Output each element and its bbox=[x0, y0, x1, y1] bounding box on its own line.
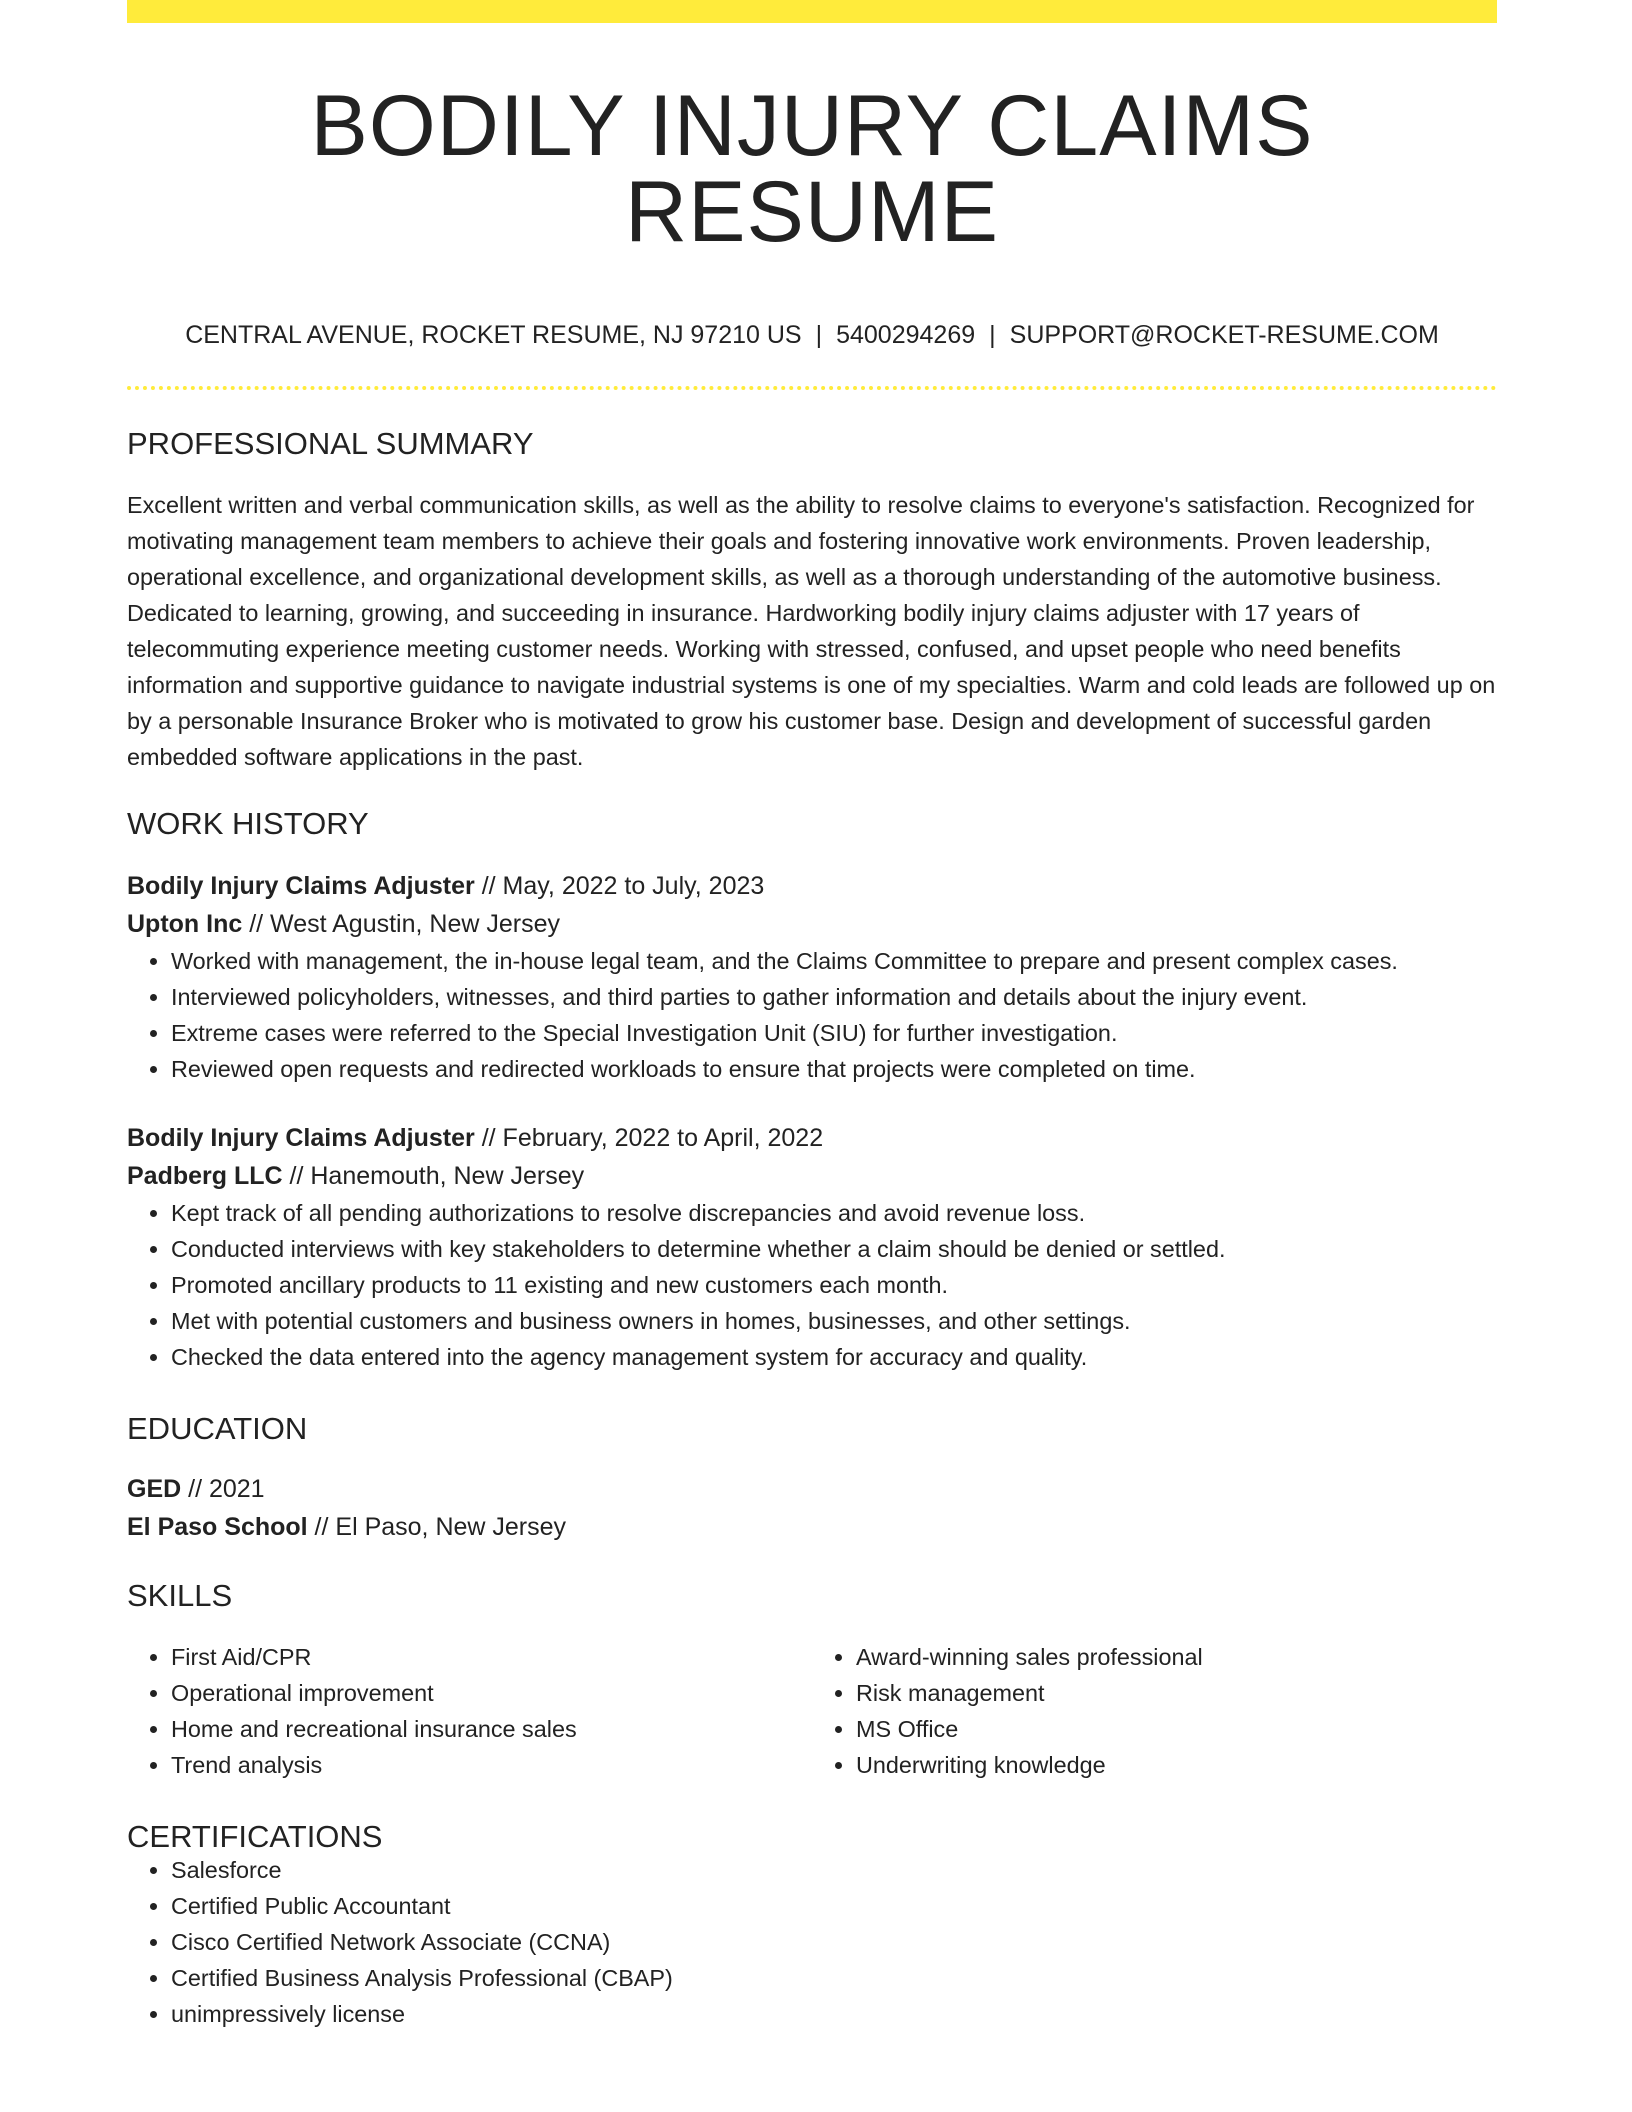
job-bullet: • Worked with management, the in-house legal team, and the Claims Committee to prepare and present complex cases. bbox=[171, 943, 1497, 979]
skill-item: • Risk management bbox=[856, 1675, 1497, 1711]
job-bullet: • Promoted ancillary products to 11 existing and new customers each month. bbox=[171, 1267, 1497, 1303]
job-bullet: • Checked the data entered into the agency management system for accuracy and quality. bbox=[171, 1339, 1497, 1375]
job-bullet: • Met with potential customers and business owners in homes, businesses, and other settings. bbox=[171, 1303, 1497, 1339]
job-title-line bbox=[127, 867, 1497, 905]
job-location: // West Agustin, New Jersey bbox=[242, 910, 560, 938]
certifications-heading: CERTIFICATIONS bbox=[127, 1819, 383, 1854]
certification-item: • Cisco Certified Network Associate (CCNA) bbox=[171, 1924, 1497, 1960]
education-year: // 2021 bbox=[181, 1475, 265, 1503]
job-bullet: • Interviewed policyholders, witnesses, and third parties to gather information and details about the injury event. bbox=[171, 979, 1497, 1015]
skill-item: • MS Office bbox=[856, 1711, 1497, 1747]
job-bullet: • Reviewed open requests and redirected workloads to ensure that projects were completed on time. bbox=[171, 1051, 1497, 1087]
education-school-line bbox=[127, 1508, 1497, 1546]
resume-page bbox=[127, 0, 1497, 2032]
job-dates: // May, 2022 to July, 2023 bbox=[474, 872, 765, 900]
skills-list-right bbox=[812, 1639, 1497, 1783]
education-degree: GED bbox=[127, 1475, 182, 1503]
job-title-line bbox=[127, 1119, 1497, 1157]
skill-item: • Award-winning sales professional bbox=[856, 1639, 1497, 1675]
job-bullet: • Conducted interviews with key stakeholders to determine whether a claim should be denied or settled. bbox=[171, 1231, 1497, 1267]
skills-list-left bbox=[127, 1639, 812, 1783]
certification-item: • Certified Business Analysis Professional (CBAP) bbox=[171, 1960, 1497, 1996]
skill-item: • First Aid/CPR bbox=[171, 1639, 812, 1675]
job-bullets bbox=[127, 1195, 1497, 1375]
job-entry bbox=[127, 1119, 1497, 1375]
skill-item: • Operational improvement bbox=[171, 1675, 812, 1711]
job-title: Bodily Injury Claims Adjuster bbox=[127, 872, 475, 900]
education-entry bbox=[127, 1470, 1497, 1546]
education-location: // El Paso, New Jersey bbox=[307, 1513, 567, 1541]
job-bullet: • Extreme cases were referred to the Special Investigation Unit (SIU) for further investigation. bbox=[171, 1015, 1497, 1051]
skill-item: • Underwriting knowledge bbox=[856, 1747, 1497, 1783]
resume-title: BODILY INJURY CLAIMS RESUME bbox=[310, 78, 1314, 260]
job-bullets bbox=[127, 943, 1497, 1087]
accent-top-bar bbox=[127, 0, 1497, 23]
job-bullet: • Kept track of all pending authorizations to resolve discrepancies and avoid revenue loss. bbox=[171, 1195, 1497, 1231]
contact-address: CENTRAL AVENUE, ROCKET RESUME, NJ 97210 US bbox=[185, 321, 802, 349]
skill-item: • Trend analysis bbox=[171, 1747, 812, 1783]
job-company-line bbox=[127, 1157, 1497, 1195]
job-location: // Hanemouth, New Jersey bbox=[282, 1162, 585, 1190]
certification-item: • unimpressively license bbox=[171, 1996, 1497, 2032]
job-company: Upton Inc bbox=[127, 910, 243, 938]
summary-text: Excellent written and verbal communication skills, as well as the ability to resolve claims to everyone's satisfaction. Recognized for motivating management team members to achieve their goals and fostering innovative work environments. Proven leadership, operational excellence, and organizational development skills, as well as a thorough understanding of the automotive business. Dedicated to learning, growing, and succeeding in insurance. Hardworking bodily injury claims adjuster with 17 years of telecommuting experience meeting customer needs. Working with stressed, confused, and upset people who need benefits information and supportive guidance to navigate industrial systems is one of my specialties. Warm and cold leads are followed up on by a personable Insurance Broker who is motivated to grow his customer base. Design and development of successful garden embedded software applications in the past. bbox=[127, 492, 1496, 770]
summary-heading: PROFESSIONAL SUMMARY bbox=[127, 426, 534, 461]
job-company: Padberg LLC bbox=[127, 1162, 283, 1190]
contact-email: SUPPORT@ROCKET-RESUME.COM bbox=[1009, 321, 1439, 349]
contact-separator: | bbox=[815, 321, 823, 349]
education-degree-line bbox=[127, 1470, 1497, 1508]
job-title: Bodily Injury Claims Adjuster bbox=[127, 1124, 475, 1152]
skills-heading: SKILLS bbox=[127, 1578, 233, 1613]
education-heading: EDUCATION bbox=[127, 1411, 308, 1446]
certification-item: • Certified Public Accountant bbox=[171, 1888, 1497, 1924]
contact-separator: | bbox=[989, 321, 996, 349]
certification-item: • Salesforce bbox=[171, 1852, 1497, 1888]
job-dates: // February, 2022 to April, 2022 bbox=[474, 1124, 824, 1152]
job-company-line bbox=[127, 905, 1497, 943]
skill-item: • Home and recreational insurance sales bbox=[171, 1711, 812, 1747]
education-school: El Paso School bbox=[127, 1513, 308, 1541]
certifications-list bbox=[127, 1852, 1497, 2032]
contact-phone: 5400294269 bbox=[836, 321, 976, 349]
job-entry bbox=[127, 867, 1497, 1087]
work-history-heading: WORK HISTORY bbox=[127, 806, 369, 841]
contact-line bbox=[127, 323, 1497, 348]
dotted-divider bbox=[127, 386, 1497, 390]
skills-columns bbox=[127, 1639, 1497, 1783]
